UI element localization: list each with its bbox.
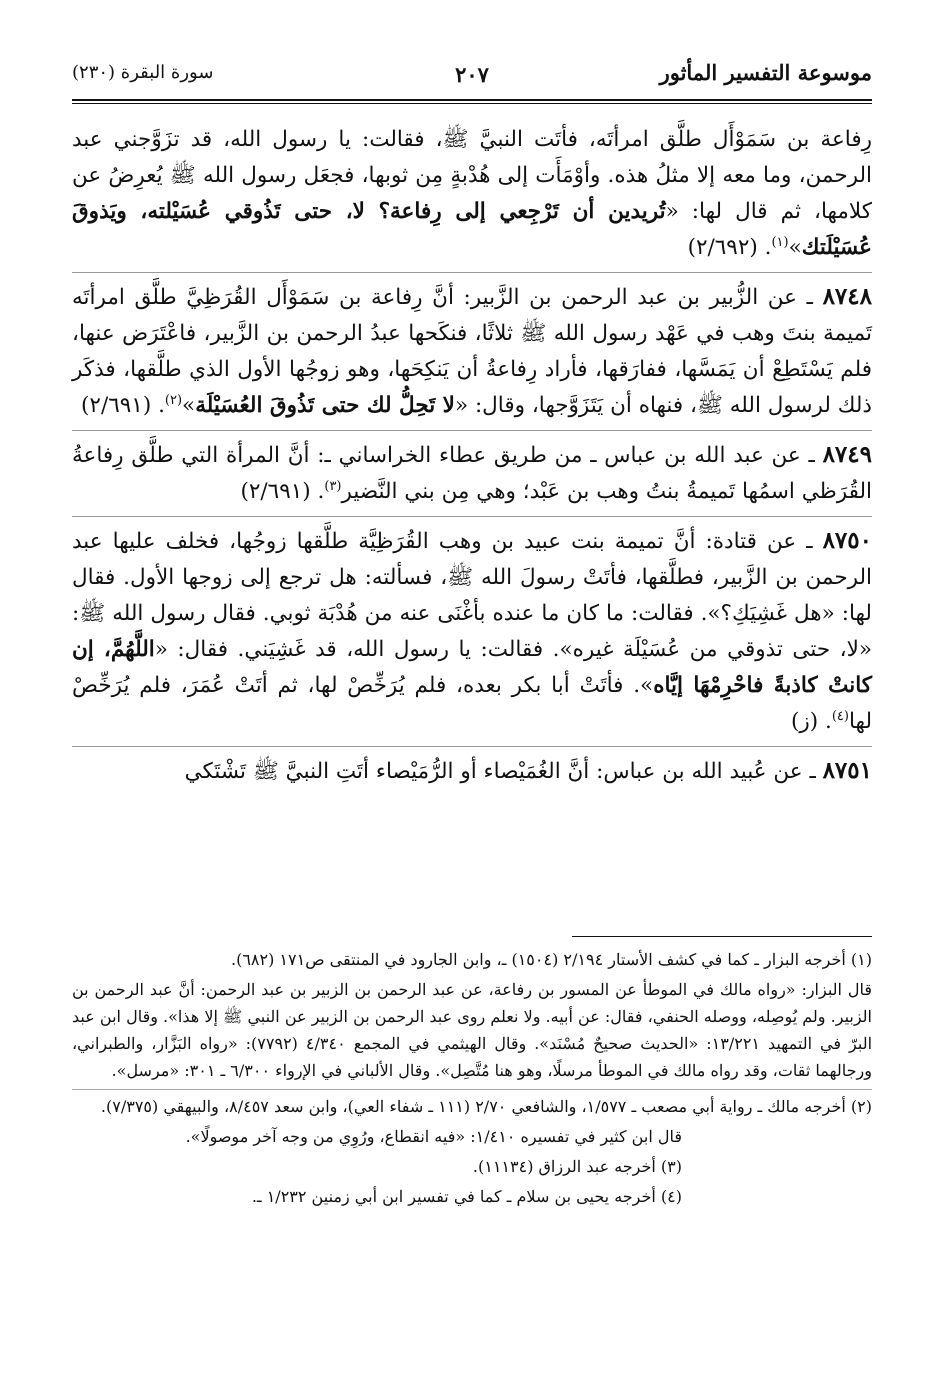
book-title: موسوعة التفسير المأثور [659,60,872,85]
hadith-quote: اللَّهُمَّ، إن كانتْ كاذبةً فاحْرِمْهَا إيَّاه [72,637,872,698]
volume-reference: . (٢/٦٩٢) [687,235,772,260]
paragraph-text: » [788,235,802,260]
narration-number: ٨٧٥١ [822,757,872,784]
footnote: (١) أخرجه البزار ـ كما في كشف الأستار ٢/١٩٤ (١٥٠٤) ـ، وابن الجارود في المنتقى ص١٧١ (٦٨٢). [230,950,872,969]
footnote-commentary: قال البزار: «رواه مالك في الموطأ عن المسور بن رفاعة، عن عبد الرحمن بن الزبير بن عبد الرحمن: أنَّ عبد الرحمن بن الزبير. ولم يُوصِله، ووصله الحنفي، فقال: عن أبيه. ولا نعلم روى عبد الرحمن بن الزبير عن النبي ﷺ إلا هذا». وقال ابن عبد البرّ في التمهيد ١٣/٢٢١: «الحديث صحيحٌ مُسْنَد». وقال الهيثمي في المجمع ٤/٣٤٠ (٧٧٩٢): «رواه البَزَّار، والطبراني، ورجالهما ثقات، وقد رواه مالك في الموطأ مرسلًا، وهو هنا مُتَّصِل». وقال الألباني في الإرواء ٦/٣٠٠ ـ ٣٠١: «مرسل». [72,980,873,1080]
paragraph [72,437,872,517]
paragraph-text: ـ عن قتادة: أنَّ تميمة بنت عبيد بن وهب القُرَظِيَّة طلَّقها زوجُها، فخلف عليها عبد الرحمن بن الزَّبير، فطلَّقها، فأتَتْ رسولَ الله ﷺ، فسألته: هل ترجع إلى زوجها الأول. فقال لها: «هل غَشِيَكِ؟». فقالت: ما كان ما عنده بأغْنَى عنه من هُدْبَة ثوبي. فقال رسول الله ﷺ: «لا، حتى تذوقي من عُسَيْلَة غيره». فقالت: يا رسول الله، قد غَشِيَني. فقال: « [72,529,872,662]
footnote: (٣) أخرجه عبد الرزاق (١١١٣٤). [472,1157,682,1176]
footnote-block [72,976,872,1090]
footnotes [72,946,872,1213]
paragraph-text: ـ عن عُبيد الله بن عباس: أنَّ الغُمَيْصاء أو الرُّمَيْصاء أتَتِ النبيَّ ﷺ تَشْتَكي [184,759,823,784]
volume-reference: . (٢/٦٩١) [81,393,165,418]
footnote-marker[interactable]: (٣) [324,478,342,494]
volume-reference: . (٢/٦٩١) [240,479,325,504]
paragraph-text: ـ عن الزُّبير بن عبد الرحمن بن الزَّبير: أنَّ رِفاعة بن سَمَوْأَل القُرَظِيَّ طلَّق امرأتَه تَميمة بنتَ وهب في عَهْد رسول الله ﷺ ثلاثًا، فنكَحها عبدُ الرحمن بن الزَّبير، فاعْتَرَض عنها، فلم يَسْتَطِعْ أن يَمَسَّها، ففارَقها، فأراد رِفاعةُ أن يَنكِحَها، وهو زوجُها الأول الذي طلَّقها، فذكَر ذلك لرسول الله ﷺ، فنهاه أن يَتَزَوَّجها، وقال: « [72,285,872,418]
hadith-quote: لا تَحِلُّ لك حتى تَذُوقَ العُسَيْلَة [195,393,455,418]
paragraph-text: ـ عن عبد الله بن عباس ـ من طريق عطاء الخراساني ـ: أنَّ المرأة التي طلَّق رِفاعةُ القُرَظي اسمُها تَميمةُ بنتُ وهب بن عَبْد؛ وهي مِن بني النَّضير [72,443,872,504]
header-rule [72,99,872,101]
narration-number: ٨٧٤٨ [822,283,872,310]
footnote: (٤) أخرجه يحيى بن سلام ـ كما في تفسير ابن أبي زمنين ١/٢٣٢ ـ. [251,1187,682,1206]
hadith-quote: تُريدين أن تَرْجِعي إلى رِفاعة؟ لا، حتى تَذُوقي عُسَيْلته، ويَذوقَ عُسَيْلَتك [72,199,872,260]
page-header [72,58,872,98]
page-number: ٢٠٧ [455,62,489,87]
volume-reference: . (ز) [791,709,832,734]
paragraph [72,523,872,747]
footnote-separator [572,936,872,937]
footnote-marker[interactable]: (٤) [831,708,849,724]
paragraph [72,279,872,431]
footnote: (٢) أخرجه مالك ـ رواية أبي مصعب ـ ١/٥٧٧، والشافعي ٢/٧٠ (١١١ ـ شفاء العي)، وابن سعد ٨/٤٥٧، والبيهقي (٧/٣٧٥). [100,1097,872,1116]
header-rule-thin [72,103,872,104]
paragraph-text: » [182,393,196,418]
surah-label: سورة البقرة (٢٣٠) [72,62,214,83]
main-text [72,122,872,802]
narration-number: ٨٧٤٩ [822,441,872,468]
footnote-marker[interactable]: (١) [771,234,789,250]
paragraph [72,122,872,273]
paragraph-text: رِفاعة بن سَمَوْأَل طلَّق امرأتَه، فأتَت النبيَّ ﷺ، فقالت: يا رسول الله، قد تزَوَّجني عبد الرحمن، وما معه إلا مثلُ هذه. وأوْمَأَت إلى هُدْبةٍ مِن ثوبها، فجعَل رسول الله ﷺ يُعرِضُ عن كلامها، ثم قال لها: « [72,127,872,224]
paragraph-text: ». فأتَتْ أبا بكر بعده، فلم يُرَخِّصْ لها، ثم أتَتْ عُمَرَ، فلم يُرَخِّصْ لها [72,673,872,734]
footnote-commentary: قال ابن كثير في تفسيره ١/٤١٠: «فيه انقطاع، ورُوِي من وجه آخر موصولًا». [185,1127,682,1146]
footnote-marker[interactable]: (٢) [164,392,183,408]
narration-number: ٨٧٥٠ [822,527,872,554]
paragraph [72,753,872,796]
